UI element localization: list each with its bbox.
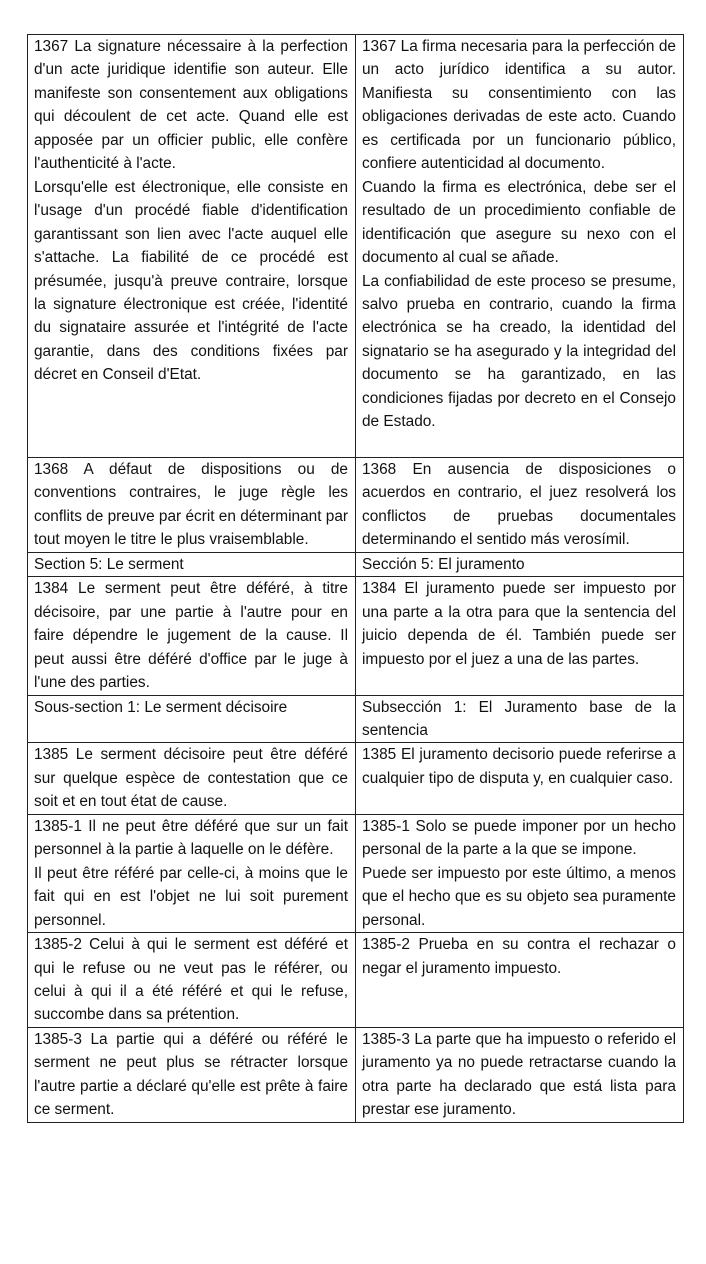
- paragraph: 1367 La signature nécessaire à la perfection d'un acte juridique identifie son auteur. Elle manifeste son consentement aux obligations qui découlent de cet acte. Quand elle est apposée par un officier public, elle confère l'authenticité à l'acte.: [34, 38, 348, 173]
- french-cell: [28, 458, 356, 553]
- paragraph: Puede ser impuesto por este último, a menos que el hecho que es su objeto sea puramente personal.: [362, 864, 676, 929]
- paragraph: 1368 A défaut de dispositions ou de conventions contraires, le juge règle les conflits de preuve par écrit en déterminant par tout moyen le titre le plus vraisemblable.: [34, 461, 348, 549]
- paragraph: Sous-section 1: Le serment décisoire: [34, 698, 288, 716]
- french-cell: [28, 35, 356, 458]
- french-cell: [28, 933, 356, 1028]
- french-cell: [28, 1027, 356, 1122]
- paragraph: 1384 El juramento puede ser impuesto por una parte a la otra para que la sentencia del juicio dependa de él. También puede ser impuesto por el juez a una de las partes.: [362, 580, 676, 668]
- spanish-cell: [356, 1027, 684, 1122]
- table-row: [28, 577, 684, 695]
- table-row: [28, 35, 684, 458]
- table-row: [28, 933, 684, 1028]
- spanish-subsection-heading: [356, 695, 684, 743]
- paragraph: Cuando la firma es electrónica, debe ser el resultado de un procedimiento confiable de identificación que asegure su nexo con el documento al cual se añade.: [362, 178, 676, 267]
- table-row: [28, 743, 684, 814]
- paragraph: 1385-1 Solo se puede imponer por un hecho personal de la parte a la que se impone.: [362, 817, 676, 859]
- spanish-cell: [356, 458, 684, 553]
- paragraph: Subsección 1: El Juramento base de la sentencia: [362, 698, 676, 739]
- paragraph: 1385-3 La partie qui a déféré ou référé le serment ne peut plus se rétracter lorsque l'autre partie a déclaré qu'elle est prête à faire ce serment.: [34, 1030, 348, 1119]
- paragraph: Sección 5: El juramento: [362, 555, 525, 573]
- paragraph: Il peut être référé par celle-ci, à moins que le fait qui en est l'objet ne lui soit purement personnel.: [34, 864, 348, 929]
- table-row: [28, 552, 684, 576]
- paragraph: 1385 El juramento decisorio puede referirse a cualquier tipo de disputa y, en cualquier caso.: [362, 746, 676, 787]
- french-subsection-heading: [28, 695, 356, 743]
- french-section-heading: [28, 552, 356, 576]
- table-row: [28, 695, 684, 743]
- french-cell: [28, 743, 356, 814]
- spanish-cell: [356, 933, 684, 1028]
- paragraph: 1385-1 Il ne peut être déféré que sur un fait personnel à la partie à laquelle on le défère.: [34, 817, 348, 859]
- table-row: [28, 814, 684, 932]
- spanish-cell: [356, 814, 684, 932]
- paragraph: 1385-2 Celui à qui le serment est déféré et qui le refuse ou ne veut pas le référer, ou celui à qui il a été référé et qui le refuse, succombe dans sa prétention.: [34, 936, 348, 1024]
- paragraph: 1385-3 La parte que ha impuesto o referido el juramento ya no puede retractarse cuando la otra parte ha declarado que está lista para prestar ese juramento.: [362, 1030, 676, 1119]
- paragraph: Lorsqu'elle est électronique, elle consiste en l'usage d'un procédé fiable d'identification garantissant son lien avec l'acte auquel elle s'attache. La fiabilité de ce procédé est présumée, jusqu'à preuve contraire, lorsque la signature électronique est créée, l'identité du signataire assurée et l'intégrité de l'acte garantie, dans des conditions fixées par décret en Conseil d'Etat.: [34, 178, 348, 384]
- spanish-cell: [356, 577, 684, 695]
- french-cell: [28, 577, 356, 695]
- french-cell: [28, 814, 356, 932]
- paragraph: 1367 La firma necesaria para la perfección de un acto jurídico identifica a su autor. Manifiesta su consentimiento con las obligaciones derivadas de este acto. Cuando es certificada por un funcionario público, confiere autenticidad al documento.: [362, 38, 676, 173]
- paragraph: 1368 En ausencia de disposiciones o acuerdos en contrario, el juez resolverá los conflictos de pruebas documentales determinando el sentido más verosímil.: [362, 461, 676, 549]
- paragraph: La confiabilidad de este proceso se presume, salvo prueba en contrario, cuando la firma electrónica se ha creado, la identidad del signatario se ha asegurado y la integridad del documento se ha garantizado, en las condiciones fijadas por decreto en el Consejo de Estado.: [362, 272, 676, 431]
- paragraph: 1385-2 Prueba en su contra el rechazar o negar el juramento impuesto.: [362, 936, 676, 977]
- spanish-cell: [356, 35, 684, 458]
- spanish-cell: [356, 743, 684, 814]
- spanish-section-heading: [356, 552, 684, 576]
- table-row: [28, 1027, 684, 1122]
- paragraph: Section 5: Le serment: [34, 555, 184, 573]
- bilingual-article-table: [27, 34, 684, 1123]
- paragraph: 1384 Le serment peut être déféré, à titre décisoire, par une partie à l'autre pour en faire dépendre le jugement de la cause. Il peut aussi être déféré d'office par le juge à l'une des parties.: [34, 580, 348, 692]
- paragraph: 1385 Le serment décisoire peut être déféré sur quelque espèce de contestation que ce soit et en tout état de cause.: [34, 746, 348, 811]
- table-row: [28, 458, 684, 553]
